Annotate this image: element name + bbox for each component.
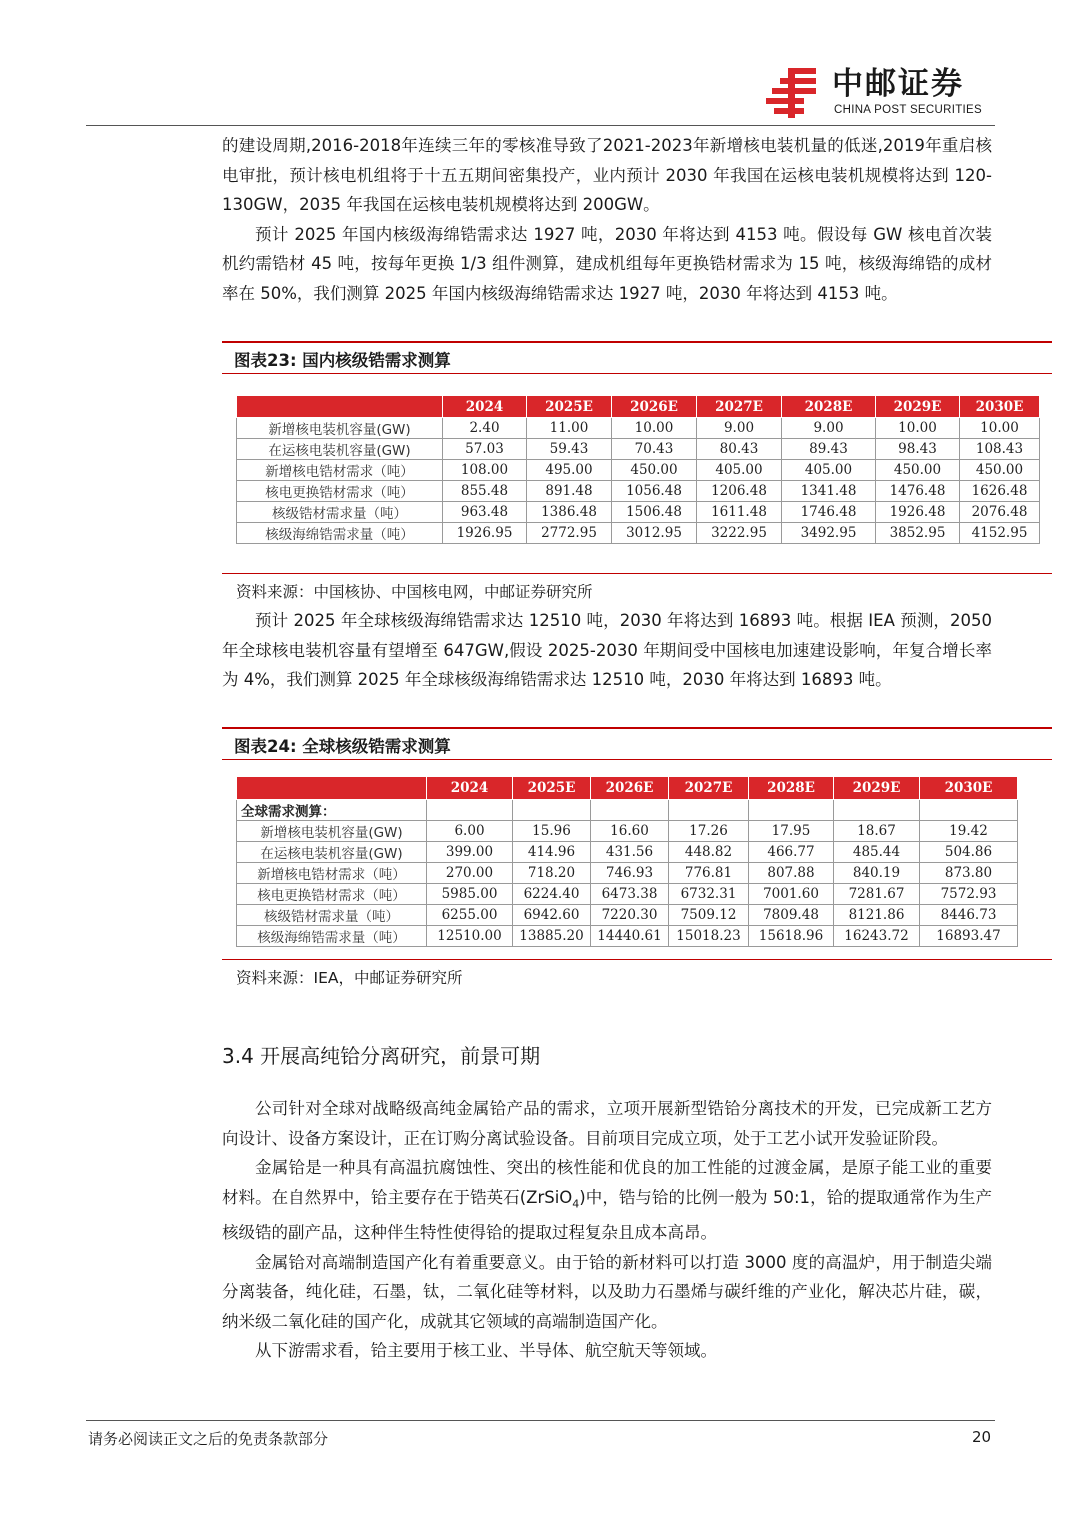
figure-23-source: 资料来源：中国核协、中国核电网，中邮证券研究所 (236, 583, 593, 601)
subscript: 4 (572, 1196, 580, 1210)
table-cell: 3012.95 (612, 523, 697, 544)
table-cell: 450.00 (612, 460, 697, 481)
column-header: 2025E (513, 777, 591, 800)
table-row (237, 863, 1018, 884)
figure-24-title-bar (222, 727, 1052, 760)
body-text-mid (222, 606, 992, 695)
table-cell: 1206.48 (697, 481, 782, 502)
table-cell: 9.00 (697, 418, 782, 439)
brand-logo (766, 62, 998, 124)
table-row (237, 460, 1040, 481)
row-label: 核级锆材需求量（吨） (237, 502, 443, 523)
column-header: 2027E (697, 396, 782, 418)
table-cell: 3222.95 (697, 523, 782, 544)
figure-24-source: 资料来源：IEA，中邮证券研究所 (236, 969, 463, 987)
table-cell: 16.60 (591, 821, 669, 842)
column-header: 2024 (443, 396, 527, 418)
table-cell: 10.00 (876, 418, 960, 439)
table-cell: 450.00 (960, 460, 1040, 481)
table-cell: 14440.61 (591, 926, 669, 947)
table-row (237, 884, 1018, 905)
table-cell: 12510.00 (427, 926, 513, 947)
table-cell: 718.20 (513, 863, 591, 884)
table-cell (834, 800, 920, 821)
table-cell: 7001.60 (749, 884, 834, 905)
table-cell: 7220.30 (591, 905, 669, 926)
table-row (237, 926, 1018, 947)
table-cell: 2772.95 (527, 523, 612, 544)
table-cell: 3492.95 (782, 523, 876, 544)
table-cell: 4152.95 (960, 523, 1040, 544)
table-cell: 1746.48 (782, 502, 876, 523)
table-header-row (237, 777, 1018, 800)
table-cell: 1476.48 (876, 481, 960, 502)
column-header: 2029E (834, 777, 920, 800)
table-cell: 891.48 (527, 481, 612, 502)
column-header: 2029E (876, 396, 960, 418)
body-text-section (222, 1094, 992, 1366)
table-cell: 3852.95 (876, 523, 960, 544)
column-header: 2030E (920, 777, 1018, 800)
figure-23-title-bar (222, 341, 1052, 374)
table-cell: 13885.20 (513, 926, 591, 947)
section-heading: 3.4 开展高纯铪分离研究，前景可期 (222, 1044, 541, 1068)
table-cell: 108.00 (443, 460, 527, 481)
table-cell: 59.43 (527, 439, 612, 460)
column-header: 2028E (782, 396, 876, 418)
row-label: 新增核电锆材需求（吨） (237, 863, 427, 884)
table-cell: 6224.40 (513, 884, 591, 905)
header-divider (86, 125, 995, 126)
paragraph: 预计 2025 年全球核级海绵锆需求达 12510 吨，2030 年将达到 16893 吨。根据 IEA 预测，2050 年全球核电装机容量有望增至 647GW,假设 2025-2030 年期间受中国核电加速建设影响，年复合增长率为 4%，我们测算 2025 年全球核级海绵锆需求达 12510 吨，2030 年将达到 16893 吨。 (222, 611, 992, 689)
table-cell: 17.26 (669, 821, 749, 842)
table-header-row (237, 396, 1040, 418)
table-cell: 399.00 (427, 842, 513, 863)
row-label: 在运核电装机容量(GW) (237, 439, 443, 460)
table-cell: 1341.48 (782, 481, 876, 502)
table-group-label: 全球需求测算： (237, 800, 427, 821)
figure-23-table (236, 395, 1040, 544)
table-cell: 414.96 (513, 842, 591, 863)
paragraph (222, 1153, 992, 1248)
table-cell: 18.67 (834, 821, 920, 842)
table-row (237, 418, 1040, 439)
table-cell: 1626.48 (960, 481, 1040, 502)
paragraph: 预计 2025 年国内核级海绵锆需求达 1927 吨，2030 年将达到 4153 吨。假设每 GW 核电首次装机约需锆材 45 吨，按每年更换 1/3 组件测算，建成机组每年更换锆材需求为 15 吨，核级海绵锆的成材率在 50%，我们测算 2025 年国内核级海绵锆需求达 1927 吨，2030 年将达到 4153 吨。 (222, 224, 992, 303)
table-cell: 431.56 (591, 842, 669, 863)
table-cell: 11.00 (527, 418, 612, 439)
paragraph: 公司针对全球对战略级高纯金属铪产品的需求，立项开展新型锆铪分离技术的开发，已完成新工艺方向设计、设备方案设计，正在订购分离试验设备。目前项目完成立项，处于工艺小试开发验证阶段。 (222, 1099, 992, 1148)
table-cell: 6255.00 (427, 905, 513, 926)
table-cell: 405.00 (782, 460, 876, 481)
footer-disclaimer: 请务必阅读正文之后的免责条款部分 (88, 1430, 329, 1448)
table-cell: 6473.38 (591, 884, 669, 905)
table-cell: 57.03 (443, 439, 527, 460)
table-cell: 405.00 (697, 460, 782, 481)
table-row (237, 905, 1018, 926)
row-label: 新增核电锆材需求（吨） (237, 460, 443, 481)
table-cell (513, 800, 591, 821)
figure-24-title: 图表24: 全球核级锆需求测算 (234, 737, 451, 756)
table-cell: 1506.48 (612, 502, 697, 523)
row-label: 新增核电装机容量(GW) (237, 821, 427, 842)
table-cell: 17.95 (749, 821, 834, 842)
table-cell: 1926.95 (443, 523, 527, 544)
body-text-top (222, 131, 992, 308)
table-cell: 855.48 (443, 481, 527, 502)
table-cell: 8446.73 (920, 905, 1018, 926)
column-header: 2030E (960, 396, 1040, 418)
row-label: 核级锆材需求量（吨） (237, 905, 427, 926)
footer-divider (86, 1420, 995, 1421)
table-cell: 1386.48 (527, 502, 612, 523)
column-header: 2026E (612, 396, 697, 418)
table-cell: 6732.31 (669, 884, 749, 905)
row-label: 核电更换锆材需求（吨） (237, 481, 443, 502)
table-cell: 495.00 (527, 460, 612, 481)
column-header: 2028E (749, 777, 834, 800)
table-cell: 270.00 (427, 863, 513, 884)
table-cell: 466.77 (749, 842, 834, 863)
table-cell: 7809.48 (749, 905, 834, 926)
table-cell: 10.00 (960, 418, 1040, 439)
row-label: 新增核电装机容量(GW) (237, 418, 443, 439)
table-cell: 15018.23 (669, 926, 749, 947)
table-cell: 485.44 (834, 842, 920, 863)
table-header-corner (237, 777, 427, 800)
paragraph: 从下游需求看，铪主要用于核工业、半导体、航空航天等领域。 (255, 1341, 717, 1361)
table-header-corner (237, 396, 443, 418)
table-cell: 873.80 (920, 863, 1018, 884)
table-cell: 963.48 (443, 502, 527, 523)
column-header: 2026E (591, 777, 669, 800)
table-cell: 7281.67 (834, 884, 920, 905)
table-cell: 15.96 (513, 821, 591, 842)
table-cell: 1926.48 (876, 502, 960, 523)
table-row (237, 439, 1040, 460)
table-cell (920, 800, 1018, 821)
table-cell: 448.82 (669, 842, 749, 863)
table-cell: 840.19 (834, 863, 920, 884)
brand-name-en: CHINA POST SECURITIES (834, 104, 982, 116)
page-number: 20 (972, 1428, 992, 1446)
table-cell: 5985.00 (427, 884, 513, 905)
table-row (237, 523, 1040, 544)
table-cell: 450.00 (876, 460, 960, 481)
figure-24-table (236, 776, 1018, 947)
table-row (237, 502, 1040, 523)
table-cell: 1056.48 (612, 481, 697, 502)
table-cell: 15618.96 (749, 926, 834, 947)
table-cell: 108.43 (960, 439, 1040, 460)
china-post-logo-icon (766, 66, 824, 120)
table-cell: 98.43 (876, 439, 960, 460)
table-cell: 19.42 (920, 821, 1018, 842)
table-row (237, 842, 1018, 863)
column-header: 2024 (427, 777, 513, 800)
table-cell: 16893.47 (920, 926, 1018, 947)
table-cell: 70.43 (612, 439, 697, 460)
column-header: 2027E (669, 777, 749, 800)
figure-24-bottom-rule (222, 959, 1052, 960)
table-cell (669, 800, 749, 821)
row-label: 核电更换锆材需求（吨） (237, 884, 427, 905)
table-row (237, 821, 1018, 842)
table-cell: 2.40 (443, 418, 527, 439)
table-cell: 1611.48 (697, 502, 782, 523)
table-row (237, 481, 1040, 502)
table-cell (427, 800, 513, 821)
paragraph: 的建设周期,2016-2018年连续三年的零核准导致了2021-2023年新增核电装机量的低迷,2019年重启核电审批，预计核电机组将于十五五期间密集投产，业内预计 2030 年我国在运核电装机规模将达到 120-130GW，2035 年我国在运核电装机规模将达到 200GW。 (222, 136, 992, 214)
table-cell: 10.00 (612, 418, 697, 439)
table-cell: 6.00 (427, 821, 513, 842)
table-cell (591, 800, 669, 821)
row-label: 核级海绵锆需求量（吨） (237, 926, 427, 947)
paragraph: 金属铪对高端制造国产化有着重要意义。由于铪的新材料可以打造 3000 度的高温炉，用于制造尖端分离装备，纯化硅，石墨，钛，二氧化硅等材料，以及助力石墨烯与碳纤维的产业化，解决芯片硅，碳，纳米级二氧化硅的国产化，成就其它领域的高端制造国产化。 (222, 1252, 992, 1331)
paragraph-part: )中，锆与铪的比例一般为 50:1，铪的提取通常作为生产核级锆的副产品，这种伴生特性使得铪的提取过程复杂且成本高昂。 (222, 1187, 992, 1243)
row-label: 核级海绵锆需求量（吨） (237, 523, 443, 544)
brand-name-cn: 中邮证券 (832, 66, 964, 102)
paragraph-part: 金属铪是一种具有高温抗腐蚀性、突出的核性能和优良的加工性能的过渡金属，是原子能工业的重要材料。在自然界中，铪主要存在于锆英石(ZrSiO (222, 1158, 992, 1207)
table-cell: 80.43 (697, 439, 782, 460)
table-group-row (237, 800, 1018, 821)
table-cell: 746.93 (591, 863, 669, 884)
table-cell: 9.00 (782, 418, 876, 439)
table-cell (749, 800, 834, 821)
row-label: 在运核电装机容量(GW) (237, 842, 427, 863)
column-header: 2025E (527, 396, 612, 418)
figure-23-title: 图表23: 国内核级锆需求测算 (234, 351, 451, 370)
table-cell: 7509.12 (669, 905, 749, 926)
table-cell: 89.43 (782, 439, 876, 460)
table-cell: 776.81 (669, 863, 749, 884)
table-cell: 807.88 (749, 863, 834, 884)
table-cell: 6942.60 (513, 905, 591, 926)
table-cell: 504.86 (920, 842, 1018, 863)
table-cell: 2076.48 (960, 502, 1040, 523)
table-cell: 7572.93 (920, 884, 1018, 905)
table-cell: 8121.86 (834, 905, 920, 926)
table-cell: 16243.72 (834, 926, 920, 947)
figure-23-bottom-rule (222, 573, 1052, 574)
